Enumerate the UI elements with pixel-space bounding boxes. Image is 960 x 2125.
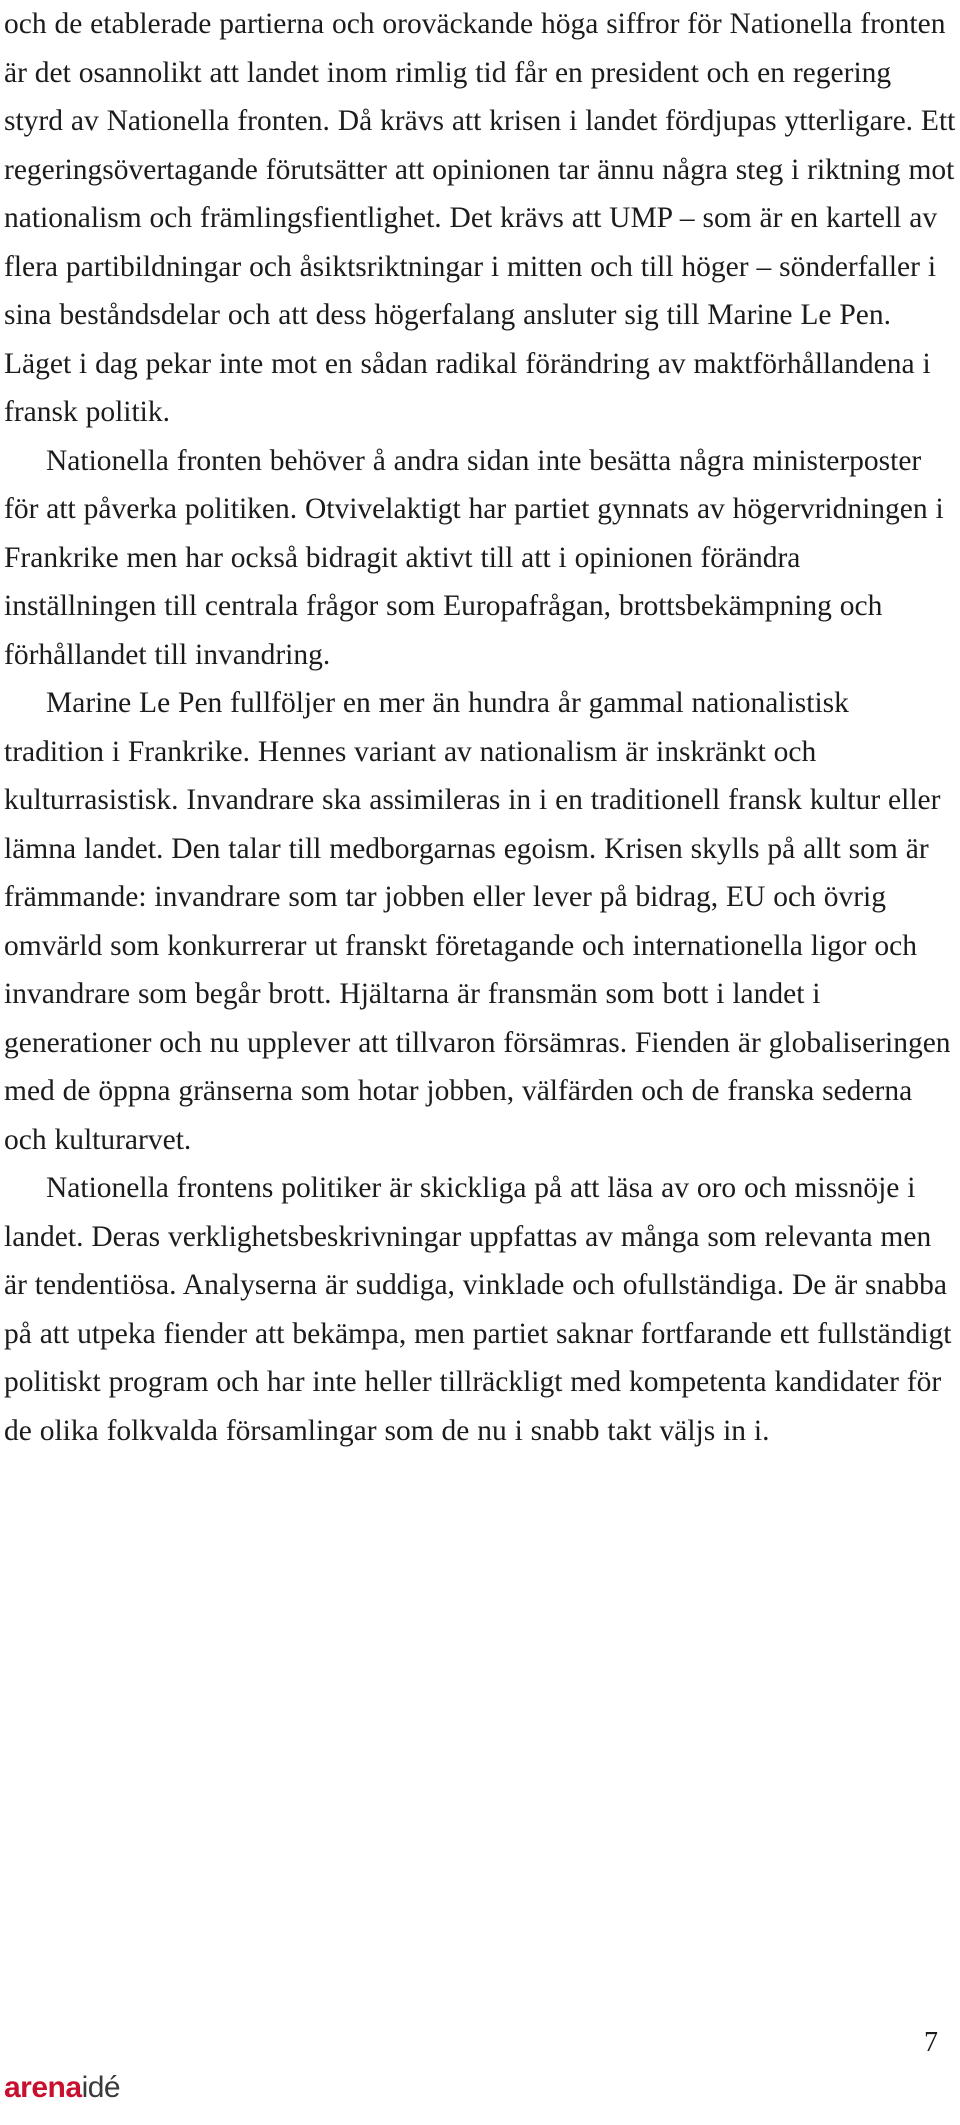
paragraph-2: Nationella fronten behöver å andra sidan inte besätta några ministerposter för att påverka politiken. Otvivelaktigt har partiet gynnats av högervridningen i Frankrike men har också bidragit aktivt till att i opinionen förändra inställningen till centrala frågor som Europafrågan, brottsbekämpning och förhållandet till invandring. (4, 444, 944, 671)
paragraph-4: Nationella frontens politiker är skickliga på att läsa av oro och missnöje i landet. Deras verklighetsbeskrivningar uppfattas av många som relevanta men är tendentiösa. Analyserna är suddiga, vinklade och ofullständiga. De är snabba på att utpeka fiender att bekämpa, men partiet saknar fortfarande ett fullständigt politiskt program och har inte heller tillräckligt med kompetenta kandidater för de olika folkvalda församlingar som de nu i snabb takt väljs in i. (4, 1172, 952, 1447)
page-footer (0, 2005, 960, 2125)
paragraph-3: Marine Le Pen fullföljer en mer än hundra år gammal nationalistisk tradition i Frankrike. Hennes variant av nationalism är inskränkt och kulturrasistisk. Invandrare ska assimileras in i en traditionell fransk kultur eller lämna landet. Den talar till medborgarnas egoism. Krisen skylls på allt som är främmande: invandrare som tar jobben eller lever på bidrag, EU och övrig omvärld som konkurrerar ut franskt företagande och internationella ligor och invandrare som begår brott. Hjältarna är fransmän som bott i landet i generationer och nu upplever att tillvaron försämras. Fienden är globaliseringen med de öppna gränserna som hotar jobben, välfärden och de franska sederna och kulturarvet. (4, 687, 951, 1156)
logo-text-ide: idé (81, 2071, 121, 2104)
logo-text-arena: arena (4, 2071, 82, 2104)
publisher-logo (4, 2073, 120, 2103)
page-number: 7 (924, 2027, 938, 2058)
paragraph-1: och de etablerade partierna och oroväckande höga siffror för Nationella fronten är det osannolikt att landet inom rimlig tid får en president och en regering styrd av Nationella fronten. Då krävs att krisen i landet fördjupas ytterligare. Ett regeringsövertagande förutsätter att opinionen tar ännu några steg i riktning mot nationalism och främlingsfientlighet. Det krävs att UMP – som är en kartell av flera partibildningar och åsiktsriktningar i mitten och till höger – sönderfaller i sina beståndsdelar och att dess högerfalang ansluter sig till Marine Le Pen. Läget i dag pekar inte mot en sådan radikal förändring av maktförhållandena i fransk politik. (4, 8, 956, 428)
